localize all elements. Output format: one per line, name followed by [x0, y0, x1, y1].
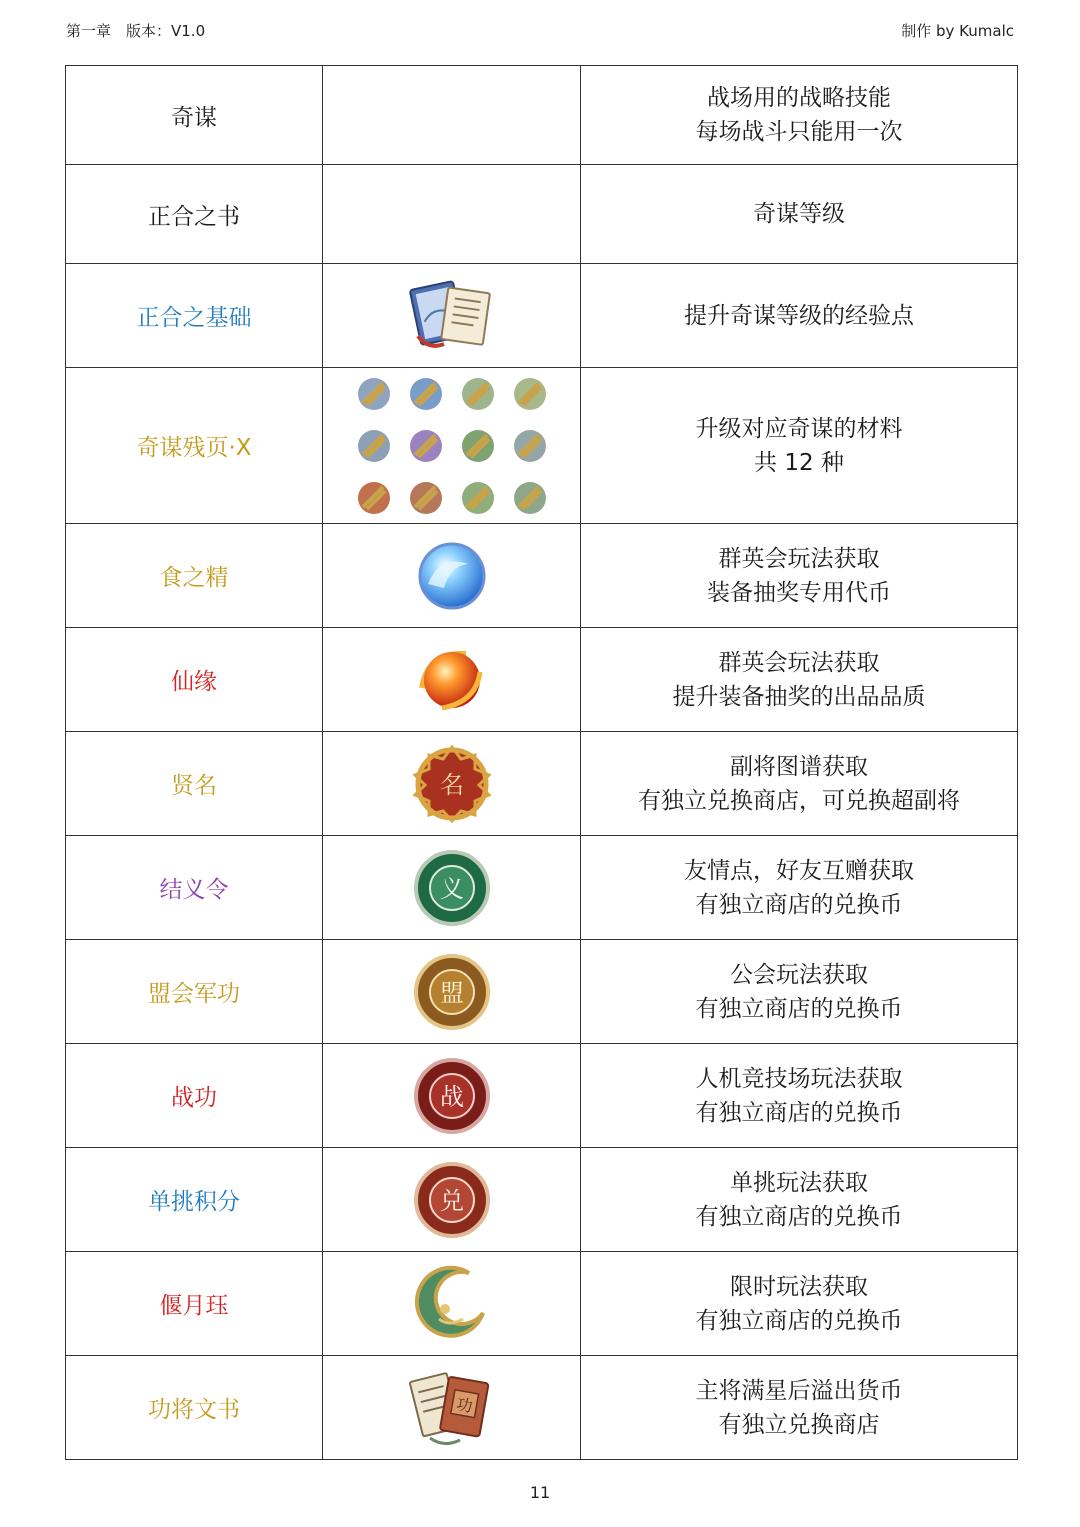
header-author: 制作 by Kumalc — [901, 22, 1014, 40]
items-table — [65, 65, 1018, 1460]
svg-text:战: 战 — [439, 1082, 464, 1111]
table-row — [66, 66, 1018, 165]
item-description: 限时玩法获取 有独立商店的兑换币 — [581, 1252, 1018, 1356]
item-name: 战功 — [66, 1044, 323, 1148]
table-row — [66, 524, 1018, 628]
svg-text:兑: 兑 — [439, 1186, 464, 1215]
item-name: 奇谋 — [66, 66, 323, 165]
table-row — [66, 940, 1018, 1044]
table-row — [66, 628, 1018, 732]
fragment-icon — [405, 477, 447, 519]
name-medal-icon — [409, 741, 495, 827]
item-name: 功将文书 — [66, 1356, 323, 1460]
svg-text:功: 功 — [454, 1393, 474, 1416]
crescent-jade-icon — [409, 1261, 495, 1347]
fragment-icon — [509, 477, 551, 519]
scroll-fragments-icon — [323, 373, 580, 519]
yi-coin-icon — [410, 846, 494, 930]
item-description: 提升奇谋等级的经验点 — [581, 264, 1018, 368]
table-row — [66, 1044, 1018, 1148]
fragment-icon — [457, 373, 499, 415]
item-description: 升级对应奇谋的材料 共 12 种 — [581, 368, 1018, 524]
fragment-icon — [509, 373, 551, 415]
item-description: 群英会玩法获取 装备抽奖专用代币 — [581, 524, 1018, 628]
item-description: 人机竞技场玩法获取 有独立商店的兑换币 — [581, 1044, 1018, 1148]
header-chapter-version: 第一章 版本：V1.0 — [66, 22, 206, 40]
item-description: 单挑玩法获取 有独立商店的兑换币 — [581, 1148, 1018, 1252]
table-row — [66, 264, 1018, 368]
item-description: 公会玩法获取 有独立商店的兑换币 — [581, 940, 1018, 1044]
item-description: 友情点，好友互赠获取 有独立商店的兑换币 — [581, 836, 1018, 940]
table-row — [66, 1148, 1018, 1252]
svg-text:盟: 盟 — [439, 978, 464, 1007]
item-name: 偃月珏 — [66, 1252, 323, 1356]
merit-book-icon — [406, 1364, 498, 1452]
fragment-icon — [405, 373, 447, 415]
table-row — [66, 1252, 1018, 1356]
table-row — [66, 732, 1018, 836]
fragment-icon — [457, 425, 499, 467]
fragment-icon — [457, 477, 499, 519]
icon-cell-empty — [323, 165, 581, 264]
item-description: 群英会玩法获取 提升装备抽奖的出品品质 — [581, 628, 1018, 732]
table-row — [66, 1356, 1018, 1460]
item-name: 结义令 — [66, 836, 323, 940]
item-name: 单挑积分 — [66, 1148, 323, 1252]
item-description: 副将图谱获取 有独立兑换商店，可兑换超副将 — [581, 732, 1018, 836]
item-description: 主将满星后溢出货币 有独立兑换商店 — [581, 1356, 1018, 1460]
fragment-icon — [353, 373, 395, 415]
book-pages-icon — [404, 276, 500, 356]
page-number: 11 — [529, 1483, 551, 1502]
fragment-icon — [353, 425, 395, 467]
item-description: 奇谋等级 — [581, 165, 1018, 264]
zhan-coin-icon — [410, 1054, 494, 1138]
item-name: 贤名 — [66, 732, 323, 836]
item-name: 奇谋残页·X — [66, 368, 323, 524]
item-name: 食之精 — [66, 524, 323, 628]
meng-coin-icon — [410, 950, 494, 1034]
table-row — [66, 368, 1018, 524]
item-name: 仙缘 — [66, 628, 323, 732]
fragment-icon — [353, 477, 395, 519]
item-description: 战场用的战略技能 每场战斗只能用一次 — [581, 66, 1018, 165]
item-name: 盟会军功 — [66, 940, 323, 1044]
item-name: 正合之书 — [66, 165, 323, 264]
fragment-icon — [509, 425, 551, 467]
icon-cell-empty — [323, 66, 581, 165]
table-row — [66, 165, 1018, 264]
dui-coin-icon — [410, 1158, 494, 1242]
svg-text:名: 名 — [439, 770, 464, 799]
item-name: 正合之基础 — [66, 264, 323, 368]
blue-orb-icon — [410, 534, 494, 618]
red-orb-icon — [410, 638, 494, 722]
table-row — [66, 836, 1018, 940]
svg-text:义: 义 — [439, 874, 464, 903]
fragment-icon — [405, 425, 447, 467]
